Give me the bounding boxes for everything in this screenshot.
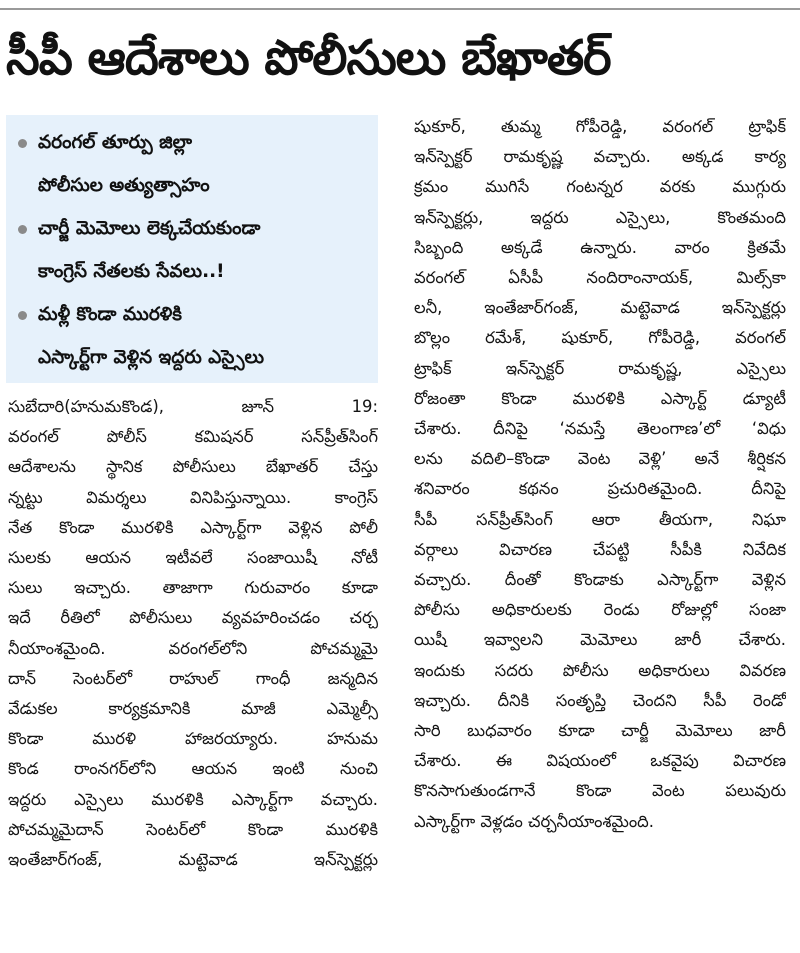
bullet-icon	[18, 139, 27, 148]
body-line: నేత కొండా మురళికి ఎస్కార్ట్‌గా వెళ్లిన పోలీ	[8, 517, 378, 537]
body-line: వేడుకల కార్యక్రమానికి మాజీ ఎమ్మెల్సీ	[8, 699, 378, 719]
body-line: పోలీసు అధికారులకు రెండు రోజుల్లో సంజా	[414, 600, 786, 620]
body-line: వరంగల్ ఏసీపీ నందిరాంనాయక్, మిల్స్‌కా	[414, 268, 786, 288]
body-line: వర్గాలు విచారణ చేపట్టి సీపీకి నివేదిక	[414, 539, 786, 559]
body-line: ఆదేశాలను స్థానిక పోలీసులు బేఖాతర్ చేస్తు	[8, 457, 378, 477]
body-line: ఎస్కార్ట్‌గా వెళ్లడం చర్చనీయాంశమైంది.	[414, 811, 654, 831]
body-column-left	[8, 392, 378, 875]
highlight-line: మళ్లీ కొండా మురళికి	[38, 304, 182, 325]
body-line: వరంగల్ పోలీస్ కమిషనర్ సన్‌ప్రీత్‌సింగ్	[8, 427, 378, 447]
body-line: లనీ, ఇంతేజార్‌గంజ్, మట్టెవాడ ఇన్‌స్పెక్టర్లు	[414, 298, 786, 318]
highlight-item	[12, 121, 372, 207]
body-line: ఇన్‌స్పెక్టర్లు, ఇద్దరు ఎస్సైలు, కొంతమంది	[414, 207, 786, 227]
body-line: చేశారు. ఈ విషయంలో ఒకవైపు విచారణ	[414, 751, 786, 771]
highlight-item	[12, 207, 372, 293]
body-line: సుబేదారి(హనుమకొండ), జూన్ 19:	[8, 397, 378, 416]
body-line: చేశారు. దీనిపై ‘నమస్తే తెలంగాణ’లో ‘విధు	[414, 419, 786, 439]
body-line: లను వదిలి–కొండా వెంట వెళ్లి’ అనే శీర్షికన	[414, 449, 786, 469]
body-line: వచ్చారు. దీంతో కొండాకు ఎస్కార్ట్‌గా వెళ్లిన	[414, 570, 786, 590]
highlight-line: కాంగ్రెస్ నేతలకు సేవలు..!	[38, 261, 225, 282]
body-line: ఇందుకు సదరు పోలీసు అధికారులు వివరణ	[414, 660, 786, 680]
body-line: న్నట్టు విమర్శలు వినిపిస్తున్నాయి. కాంగ్రెస్	[8, 487, 378, 507]
body-line: శనివారం కథనం ప్రచురితమైంది. దీనిపై	[414, 479, 786, 499]
highlights-box	[6, 115, 378, 383]
body-line: బొల్లం రమేశ్, షుకూర్, గోపీరెడ్డి, వరంగల్	[414, 328, 786, 348]
body-line: సులకు ఆయన ఇటీవలే సంజాయిషీ నోటీ	[8, 548, 378, 568]
body-line: ఇదే రీతిలో పోలీసులు వ్యవహరించడం చర్చ	[8, 608, 378, 628]
body-line: ట్రాఫిక్ ఇన్‌స్పెక్టర్ రామకృష్ణ, ఎస్సైలు	[414, 358, 786, 378]
body-line: ఇంతేజార్‌గంజ్, మట్టెవాడ ఇన్‌స్పెక్టర్లు	[8, 850, 378, 870]
highlight-line: ఎస్కార్ట్‌గా వెళ్లిన ఇద్దరు ఎస్సైలు	[38, 347, 264, 368]
top-rule	[0, 8, 800, 10]
bullet-icon	[18, 225, 27, 234]
bullet-icon	[18, 311, 27, 320]
body-line: క్రమం ముగిసే గంటన్నర వరకు ముగ్గురు	[414, 177, 786, 197]
body-line: ఇచ్చారు. దీనికి సంతృప్తి చెందని సీపీ రెండో	[414, 690, 786, 710]
body-line: ఇన్‌స్పెక్టర్ రామకృష్ణ వచ్చారు. అక్కడ కార్య	[414, 147, 786, 167]
body-line: కొనసాగుతుండగానే కొండా వెంట పలువురు	[414, 781, 786, 801]
body-line: సులు ఇచ్చారు. తాజాగా గురువారం కూడా	[8, 578, 378, 598]
highlight-line: పోలీసుల అత్యుత్సాహం	[38, 175, 210, 196]
body-line: సారి బుధవారం కూడా చార్జీ మెమోలు జారీ	[414, 721, 786, 741]
body-line: రోజంతా కొండా మురళికి ఎస్కార్ట్ డ్యూటీ	[414, 388, 786, 408]
body-column-right	[414, 112, 786, 837]
body-line: సిబ్బంది అక్కడే ఉన్నారు. వారం క్రితమే	[414, 237, 786, 257]
body-line: యిషీ ఇవ్వాలని మెమోలు జారీ చేశారు.	[414, 630, 786, 650]
body-line: దాన్ సెంటర్‌లో రాహుల్ గాంధీ జన్మదిన	[8, 668, 378, 688]
body-line: కొండ రాంనగర్‌లోని ఆయన ఇంటి నుంచి	[8, 759, 378, 779]
body-line: కొండా మురళి హాజరయ్యారు. హనుమ	[8, 729, 378, 749]
body-line: సీపీ సన్‌ప్రీత్‌సింగ్ ఆరా తీయగా, నిఘా	[414, 509, 786, 529]
body-line: షుకూర్, తుమ్మ గోపీరెడ్డి, వరంగల్ ట్రాఫిక్	[414, 117, 786, 136]
highlight-item	[12, 293, 372, 379]
highlight-line: వరంగల్ తూర్పు జిల్లా	[38, 132, 193, 153]
body-line: నీయాంశమైంది. వరంగల్‌లోని పోచమ్మమై	[8, 638, 378, 658]
body-line: ఇద్దరు ఎస్సైలు మురళికి ఎస్కార్ట్‌గా వచ్చారు.	[8, 789, 378, 809]
headline: సీపీ ఆదేశాలు పోలీసులు బేఖాతర్	[6, 30, 611, 86]
body-line: పోచమ్మమైదాన్ సెంటర్‌లో కొండా మురళికి	[8, 819, 378, 839]
highlight-line: చార్జీ మెమోలు లెక్కచేయకుండా	[38, 218, 261, 239]
